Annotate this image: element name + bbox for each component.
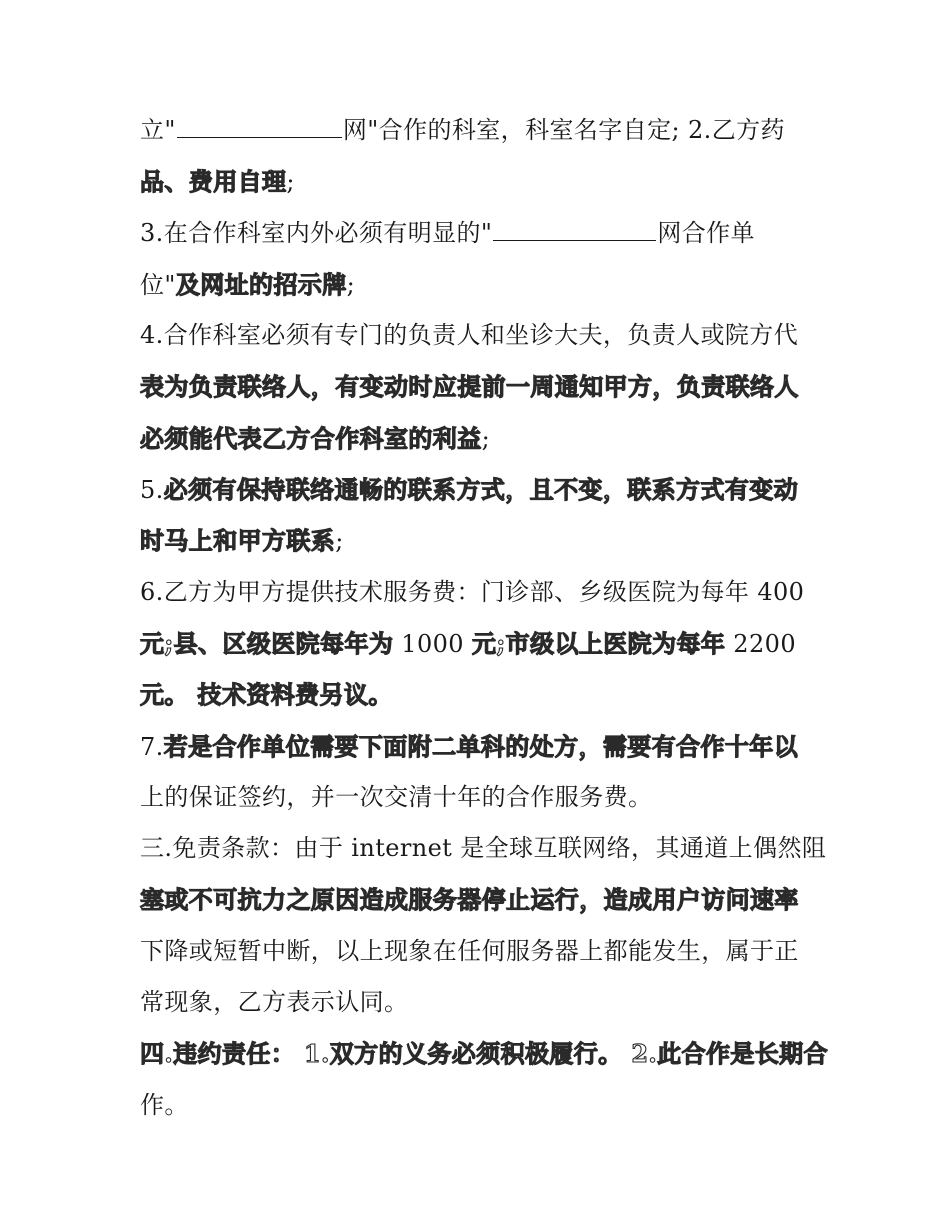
text-line	[140, 926, 820, 977]
outlined-text: 塞或不可抗力之原因造成服务器停止运行，造成用户访问速率	[140, 885, 799, 915]
text-segment: 网合作单	[657, 218, 755, 247]
text-segment: 下降或短暂中断，以上现象在任何服务器上都能发生，属于正	[140, 936, 799, 965]
outlined-text: 元;市级以上医院为每年	[472, 628, 726, 658]
outlined-text: 必须能代表乙方合作科室的利益	[140, 423, 482, 453]
text-line	[140, 259, 820, 310]
outlined-text: 四.违约责任： 1.双方的义务必须积极履行。 2.此合作是长期合	[140, 1039, 828, 1069]
text-line	[140, 105, 820, 156]
text-segment: 5.	[140, 476, 164, 505]
text-line	[140, 721, 820, 772]
text-line	[140, 361, 820, 412]
text-line	[140, 874, 820, 925]
outlined-text: 若是合作单位需要下面附二单科的处方，需要有合作十年以	[163, 731, 799, 761]
text-line	[140, 772, 820, 823]
fill-in-blank[interactable]	[493, 218, 656, 241]
text-line	[140, 413, 820, 464]
text-segment: 2200	[725, 629, 796, 658]
text-line	[140, 823, 827, 874]
text-line	[140, 156, 820, 207]
outlined-text: 元;县、区级医院每年为	[140, 628, 394, 658]
outlined-text: 元。 技术资料费另议。	[140, 680, 393, 710]
text-line	[140, 208, 820, 259]
text-segment: 三.免责条款：由于 internet 是全球互联网络，其通道上偶然阻	[140, 834, 827, 863]
text-segment: ;	[481, 424, 491, 453]
text-segment: 位"	[140, 270, 176, 299]
outlined-text: 品、费用自理	[140, 167, 287, 197]
text-line	[140, 977, 820, 1028]
text-line	[140, 310, 820, 361]
text-segment: 6.乙方为甲方提供技术服务费：门诊部、乡级医院为每年 400	[140, 577, 805, 606]
outlined-text: 时马上和甲方联系	[140, 526, 336, 556]
text-segment: 立"	[140, 116, 176, 144]
text-segment: 常现象，乙方表示认同。	[140, 988, 409, 1017]
text-line	[140, 669, 820, 720]
text-segment: 7.	[140, 732, 164, 761]
text-line	[140, 464, 820, 515]
outlined-text: 及网址的招示牌	[175, 269, 347, 299]
text-segment: 1000	[393, 629, 473, 658]
text-line	[140, 515, 820, 566]
outlined-text: 表为负责联络人，有变动时应提前一周通知甲方，负责联络人	[140, 372, 799, 402]
text-segment: ;	[286, 168, 295, 197]
text-segment: 4.合作科室必须有专门的负责人和坐诊大夫，负责人或院方代	[140, 321, 799, 350]
outlined-text: 必须有保持联络通畅的联系方式，且不变，联系方式有变动	[163, 475, 799, 505]
text-line	[140, 1028, 828, 1079]
text-segment: ;	[346, 270, 356, 299]
text-line	[140, 618, 820, 669]
text-segment: 3.在合作科室内外必须有明显的"	[140, 218, 493, 247]
text-segment: 网"合作的科室，科室名字自定; 2.乙方药	[342, 116, 785, 144]
text-line	[140, 567, 820, 618]
document-page	[140, 105, 828, 1131]
text-segment: 作。	[140, 1090, 189, 1119]
fill-in-blank[interactable]	[177, 115, 342, 138]
text-line	[140, 1080, 820, 1131]
text-segment: ;	[335, 527, 344, 556]
text-segment: 上的保证签约，并一次交清十年的合作服务费。	[140, 782, 653, 811]
